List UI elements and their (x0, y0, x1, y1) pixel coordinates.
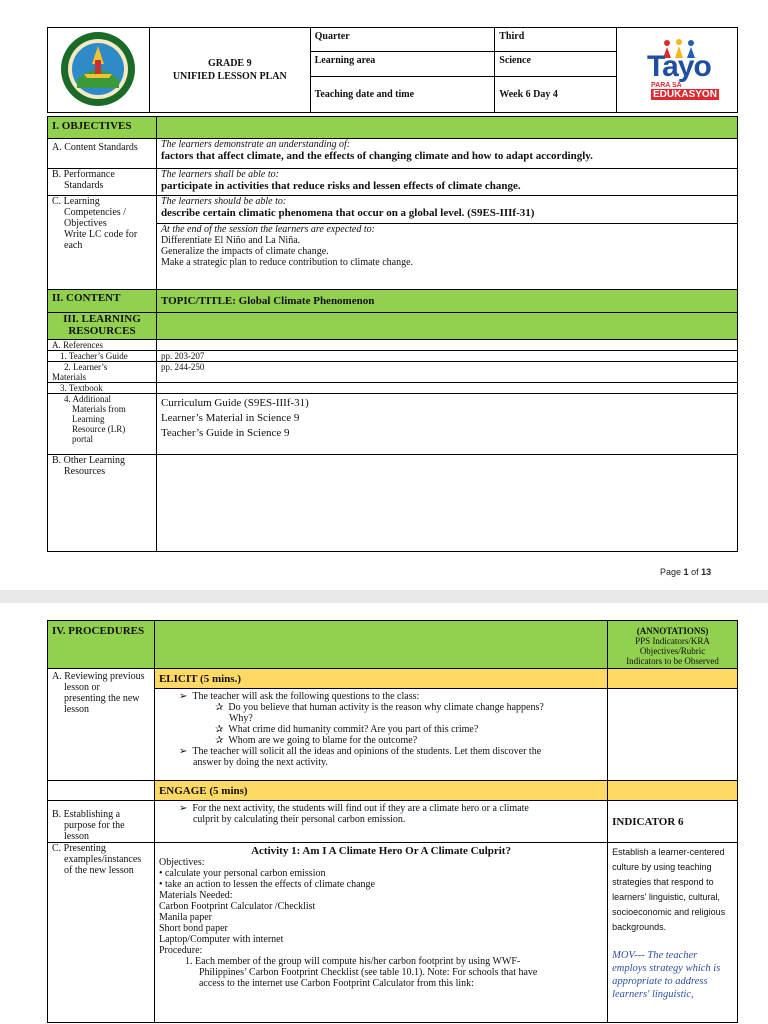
lc-label-3: Write LC code for (64, 229, 138, 240)
c-label: C. Presenting (52, 843, 106, 854)
edukasyon-text: EDUKASYON (653, 89, 717, 100)
additional-item: Curriculum Guide (S9ES-IIIf-31) (160, 397, 309, 409)
arrow-icon: ➢ (178, 746, 193, 757)
objectives-heading: I. OBJECTIVES (48, 117, 157, 139)
mov-text: MOV--- The teacher employs strategy which is appropriate to address learners' linguistic, (612, 950, 721, 1000)
date-value: Week 6 Day 4 (495, 77, 617, 113)
material-item: Carbon Footprint Calculator /Checklist (158, 901, 316, 912)
other-label-1: B. Other Learning (52, 455, 126, 466)
engage-heading: ENGAGE (5 mins) (154, 781, 607, 801)
tg-label: 1. Teacher’s Guide (48, 351, 157, 362)
procedure-step-cont: Philippines’ Carbon Footprint Checklist (see table 10.1). Note: For schools that have (198, 967, 538, 978)
indicator-heading: INDICATOR 6 (608, 801, 738, 843)
elicit-question: Whom are we going to blame for the outcome? (228, 735, 418, 746)
lm-pages: pp. 244-250 (156, 362, 737, 383)
additional-label-0: 4. Additional (64, 394, 111, 404)
additional-item: Teacher’s Guide in Science 9 (160, 427, 290, 439)
star-icon: ✰ (214, 724, 229, 735)
para-text: PARA SA (651, 82, 682, 89)
lm-label-1: 2. Learner’s (64, 362, 108, 372)
additional-label-4: portal (72, 434, 93, 444)
deped-seal (48, 28, 150, 113)
star-icon: ✰ (214, 702, 229, 713)
page-word: Page (660, 567, 682, 577)
annotations-line: Indicators to be Observed (626, 656, 719, 666)
page-total: 13 (701, 567, 712, 577)
objective-item: • calculate your personal carbon emission (158, 868, 326, 879)
b-label: B. Establishing a (52, 809, 121, 820)
procedure-step: 1. Each member of the group will compute his/her carbon footprint by using WWF- (184, 956, 521, 967)
b-label: purpose for the (64, 820, 125, 831)
lc-intro: The learners should be able to: (160, 196, 287, 207)
elicit-question: What crime did humanity commit? Are you part of this crime? (228, 724, 479, 735)
title-cell (149, 28, 310, 113)
grade-title: GRADE 9 (207, 58, 252, 69)
additional-label-1: Materials from (72, 404, 126, 414)
lc-label-4: each (64, 240, 83, 251)
b-label: lesson (64, 831, 89, 842)
elicit-question: Do you believe that human activity is the reason why climate change happens? (228, 702, 544, 713)
engage-text-cont: culprit by calculating their personal carbon emission. (192, 814, 406, 825)
elicit-bullet: The teacher will ask the following questions to the class: (192, 691, 420, 702)
resources-heading-1: III. LEARNING (63, 313, 141, 325)
a-label: A. Reviewing previous (52, 671, 145, 682)
area-label: Learning area (310, 52, 495, 77)
tayo-logo (617, 28, 738, 113)
content-heading: II. CONTENT (48, 290, 157, 313)
a-label: lesson or (64, 682, 100, 693)
star-icon: ✰ (214, 735, 229, 746)
textbook-label: 3. Textbook (48, 383, 157, 394)
additional-label-3: Resource (LR) (72, 424, 126, 434)
topic-title: TOPIC/TITLE: Global Climate Phenomenon (156, 290, 737, 313)
activity-title: Activity 1: Am I A Climate Hero Or A Climate Culprit? (251, 845, 511, 857)
a-label: presenting the new (64, 693, 140, 704)
tayo-text: Tayo (647, 50, 711, 83)
elicit-question-cont: Why? (228, 713, 253, 724)
procedures-heading: IV. PROCEDURES (48, 621, 155, 669)
tg-pages: pp. 203-207 (156, 351, 737, 362)
of-word: of (691, 567, 699, 577)
quarter-value: Third (495, 28, 617, 52)
materials-label: Materials Needed: (158, 890, 233, 901)
material-item: Manila paper (158, 912, 213, 923)
elicit-bullet-cont: answer by doing the next activity. (192, 757, 328, 768)
resources-heading-2: RESOURCES (68, 325, 136, 337)
session-item: Differentiate El Niño and La Niña. (160, 235, 301, 246)
page-number (660, 567, 711, 577)
lc-label-1: Competencies / (64, 207, 126, 218)
c-label: examples/instances (64, 854, 142, 865)
procedures-table (47, 620, 738, 1023)
other-label-2: Resources (64, 466, 106, 477)
lc-label-2: Objectives (64, 218, 107, 229)
area-value: Science (495, 52, 617, 77)
perf-label-2: Standards (64, 180, 104, 191)
material-item: Short bond paper (158, 923, 228, 934)
annotations-line: PPS Indicators/KRA (635, 636, 710, 646)
perf-label-1: B. Performance (52, 169, 115, 180)
page-gap (0, 590, 768, 603)
arrow-icon: ➢ (178, 691, 193, 702)
references-label: A. References (48, 340, 157, 351)
indicator-description: Establish a learner-centered culture by using teaching strategies that respond to learners' linguistic, cultural, socioeconomic and religious backgrounds. (612, 847, 726, 932)
procedure-label: Procedure: (158, 945, 203, 956)
elicit-heading: ELICIT (5 mins.) (154, 669, 607, 689)
content-standards-label: A. Content Standards (48, 139, 157, 169)
engage-text: For the next activity, the students will find out if they are a climate hero or a climate (192, 803, 529, 814)
objective-item: • take an action to lessen the effects of climate change (158, 879, 375, 890)
deped-seal-icon (59, 30, 137, 108)
content-text: factors that affect climate, and the effects of changing climate and how to adapt accordingly. (160, 150, 593, 162)
lm-label-2: Materials (52, 372, 86, 382)
c-label: of the new lesson (64, 865, 134, 876)
lc-label-0: C. Learning (52, 196, 100, 207)
annotations-line: Objectives/Rubric (639, 646, 706, 656)
additional-item: Learner’s Material in Science 9 (160, 412, 300, 424)
header-table (47, 27, 738, 113)
page-num: 1 (683, 567, 689, 577)
lesson-table (47, 116, 738, 552)
page-2 (0, 603, 768, 1024)
session-item: Generalize the impacts of climate change. (160, 246, 329, 257)
perf-intro: The learners shall be able to: (160, 169, 279, 180)
content-intro: The learners demonstrate an understanding of: (160, 139, 351, 150)
perf-text: participate in activities that reduce risks and lessen effects of climate change. (160, 180, 521, 192)
quarter-label: Quarter (310, 28, 495, 52)
annotations-label: (ANNOTATIONS) (636, 626, 709, 636)
material-item: Laptop/Computer with internet (158, 934, 284, 945)
a-label: lesson (64, 704, 89, 715)
arrow-icon: ➢ (178, 803, 193, 814)
additional-label-2: Learning (72, 414, 105, 424)
procedure-step-cont: access to the internet use Carbon Footprint Calculator from this link: (198, 978, 474, 989)
date-label: Teaching date and time (310, 77, 495, 113)
plan-title: UNIFIED LESSON PLAN (172, 71, 287, 82)
elicit-bullet: The teacher will solicit all the ideas and opinions of the students. Let them discover the (192, 746, 542, 757)
lc-text: describe certain climatic phenomena that occur on a global level. (S9ES-IIIf-31) (160, 207, 535, 219)
objectives-label: Objectives: (158, 857, 205, 868)
session-item: Make a strategic plan to reduce contribution to climate change. (160, 257, 414, 268)
session-intro: At the end of the session the learners are expected to: (160, 224, 375, 235)
